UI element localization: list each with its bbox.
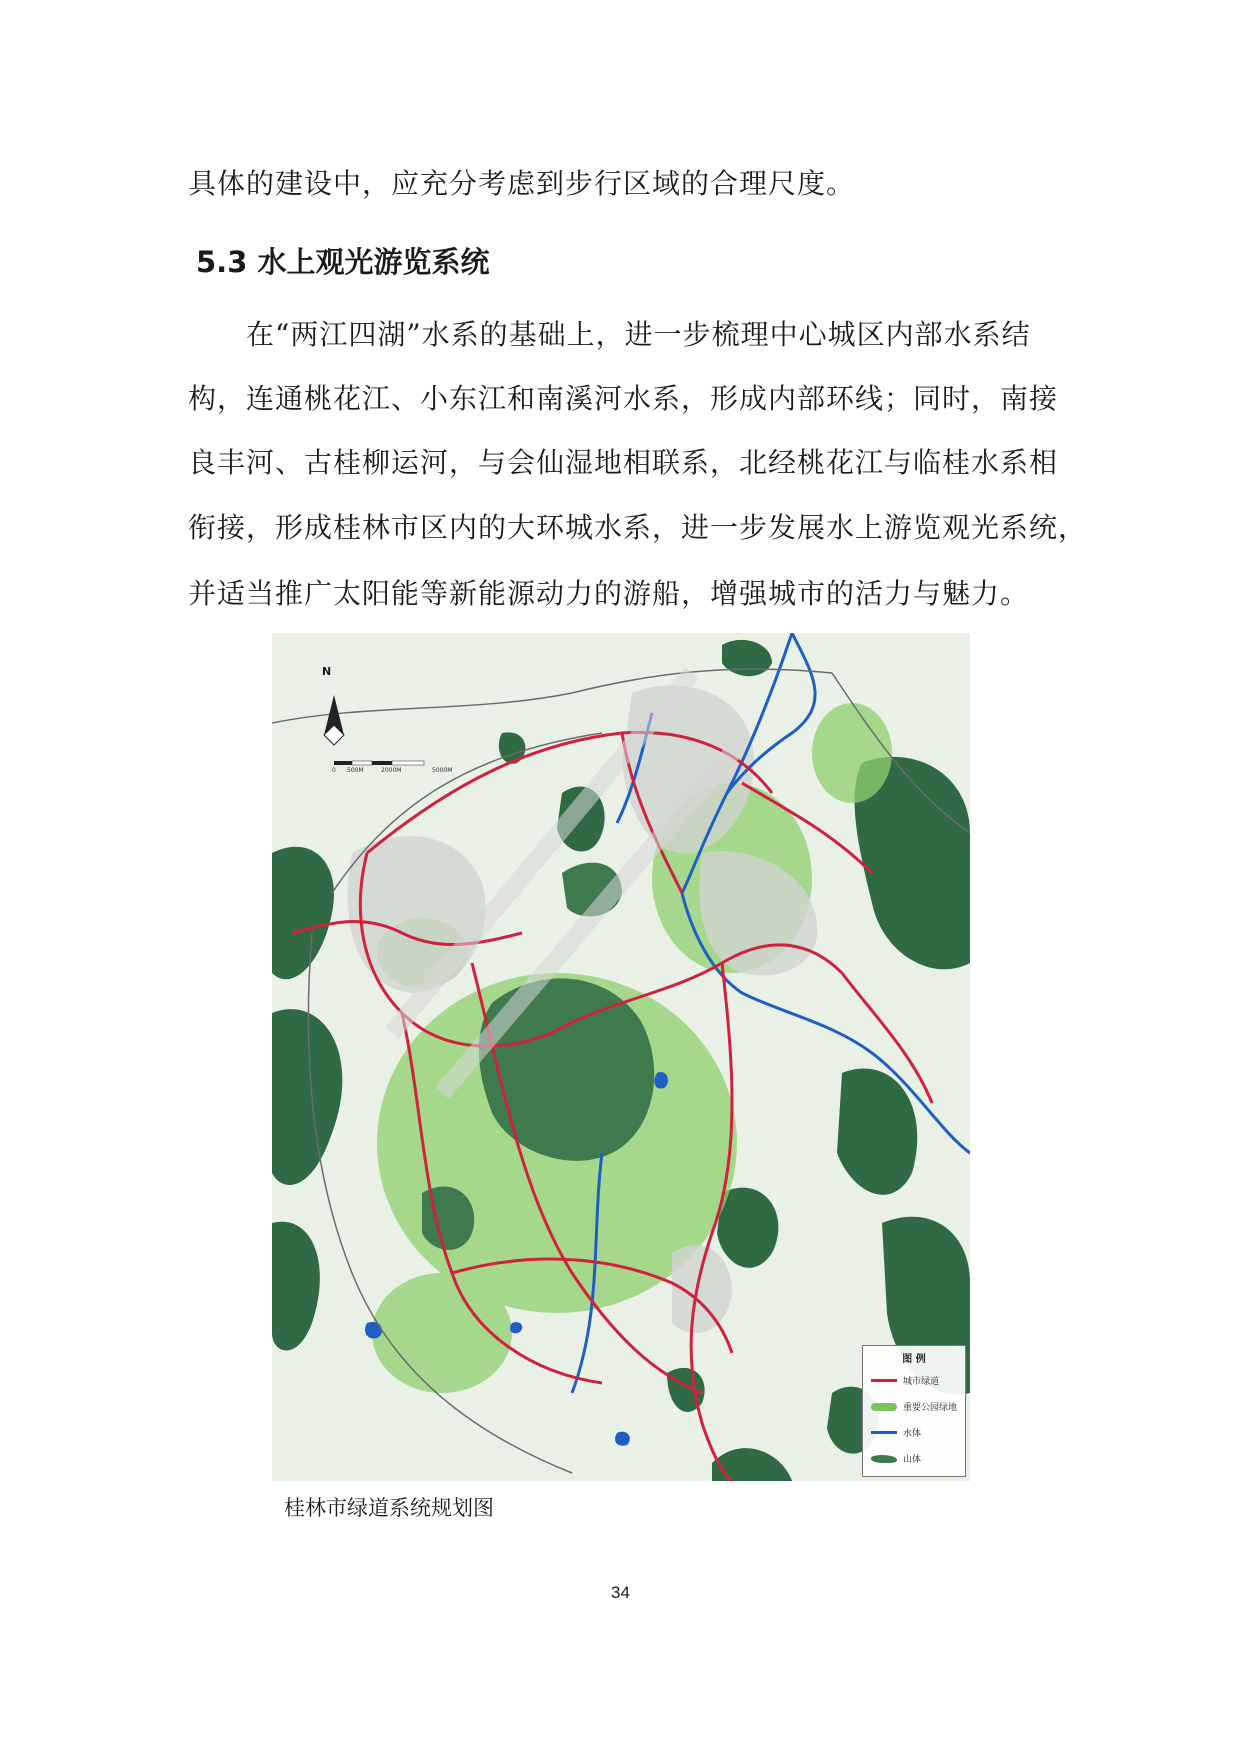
page-number: 34 — [611, 1583, 630, 1602]
paragraph-line: 并适当推广太阳能等新能源动力的游船，增强城市的活力与魅力。 — [188, 577, 1030, 610]
paragraph-line: 良丰河、古桂柳运河，与会仙湿地相联系，北经桃花江与临桂水系相 — [188, 446, 1059, 479]
scale-label: 0 — [332, 767, 336, 774]
map-legend — [862, 1345, 966, 1477]
paragraph-line: 构，连通桃花江、小东江和南溪河水系，形成内部环线；同时，南接 — [188, 382, 1059, 415]
legend-item-park: 重要公园绿地 — [871, 1400, 957, 1413]
legend-title: 图 例 — [902, 1354, 926, 1365]
scale-label: 500M — [347, 767, 364, 774]
green-area-icon — [871, 1403, 897, 1411]
top-line: 具体的建设中，应充分考虑到步行区域的合理尺度。 — [188, 167, 856, 200]
legend-item-water: 水体 — [871, 1426, 921, 1439]
north-label: N — [322, 665, 332, 678]
north-arrow-icon — [324, 695, 344, 745]
scale-label: 5000M — [432, 767, 453, 774]
paragraph-line: 衔接，形成桂林市区内的大环城水系，进一步发展水上游览观光系统， — [188, 511, 1088, 544]
water-line-icon — [871, 1431, 897, 1434]
legend-item-mountain: 山体 — [871, 1452, 921, 1465]
figure-caption: 桂林市绿道系统规划图 — [284, 1496, 494, 1520]
paragraph-line: 在“两江四湖”水系的基础上，进一步梳理中心城区内部水系结 — [246, 318, 1031, 351]
scale-bar — [334, 761, 424, 765]
section-heading: 5.3 水上观光游览系统 — [196, 245, 490, 279]
mountain-icon — [871, 1455, 897, 1463]
scale-label: 2000M — [381, 767, 402, 774]
red-line-icon — [871, 1379, 897, 1382]
legend-item-greenway: 城市绿道 — [871, 1374, 939, 1387]
